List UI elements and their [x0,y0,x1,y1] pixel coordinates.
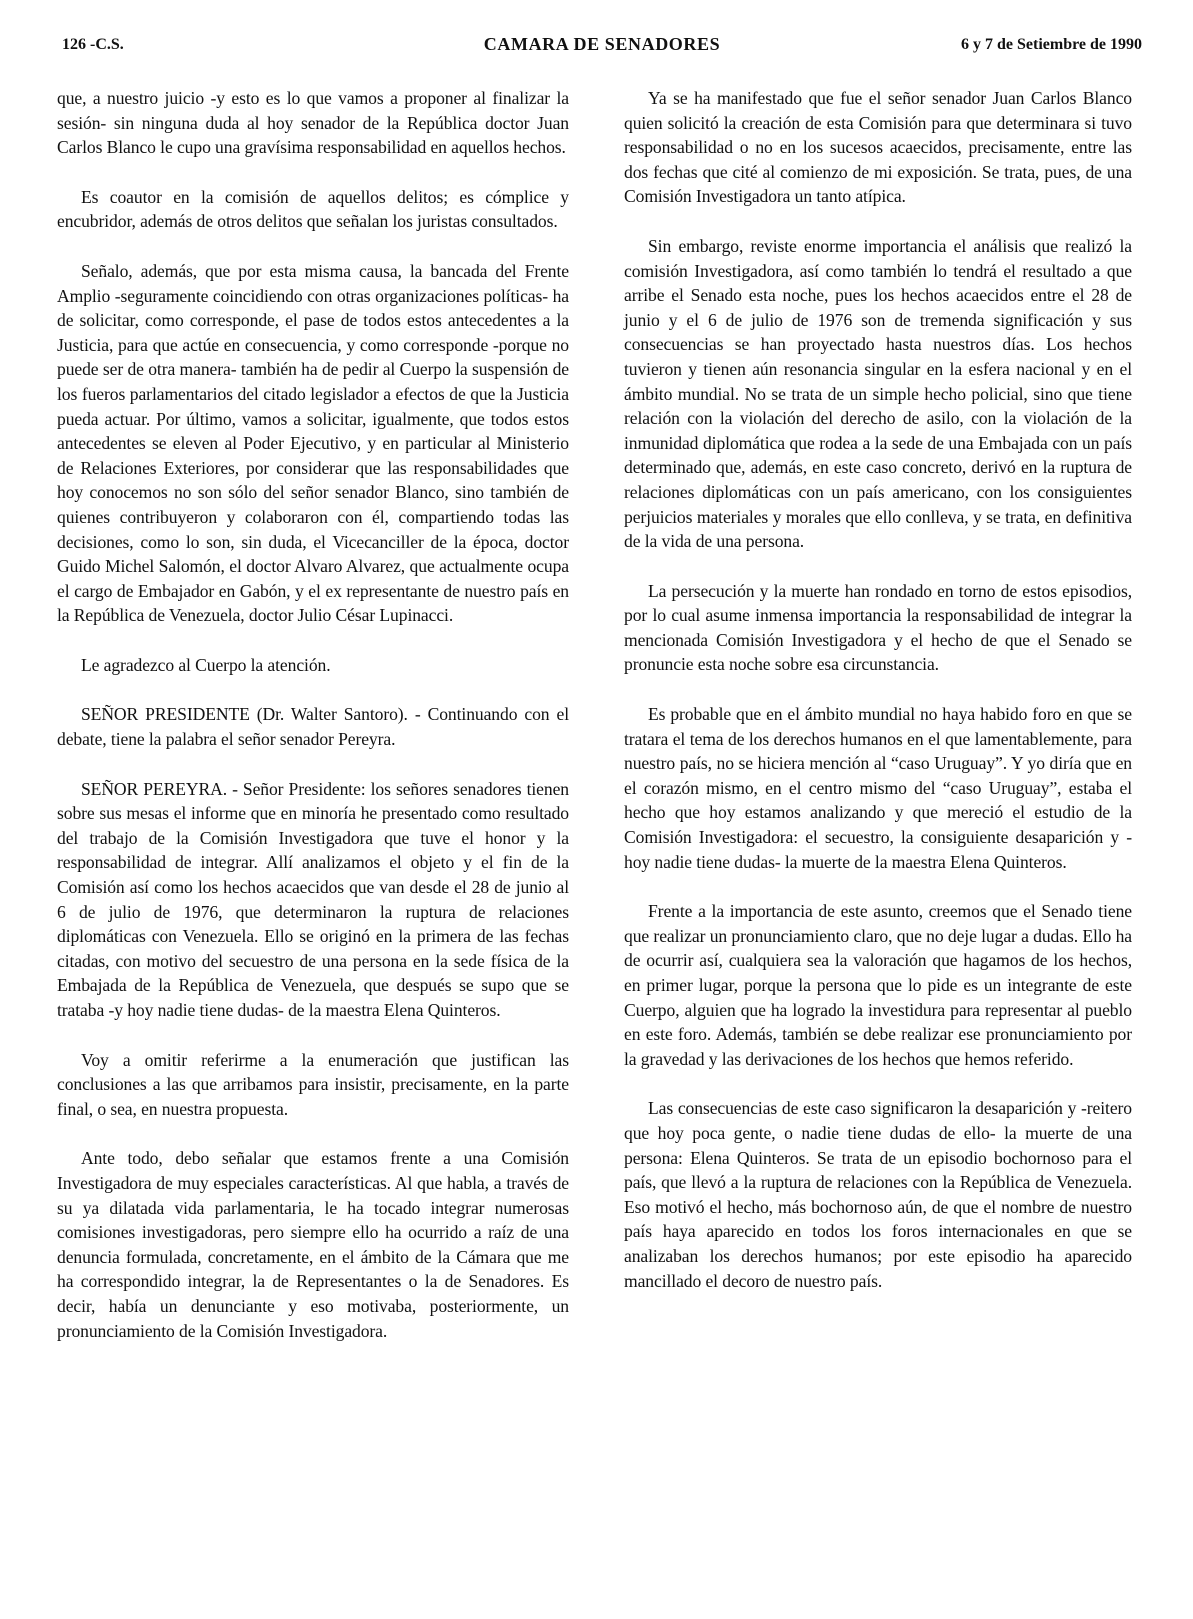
paragraph: Señalo, además, que por esta misma causa, la bancada del Frente Amplio -seguramente coincidiendo con otras organizaciones políticas- ha de solicitar, como corresponde, el pase de todos estos antecedentes a la Justicia, para que actúe en consecuencia, y como corresponde -porque no puede ser de otra manera- también ha de pedir al Cuerpo la suspensión de los fueros parlamentarios del citado legislador a efectos de que la Justicia pueda actuar. Por último, vamos a solicitar, igualmente, que todos estos antecedentes se eleven al Poder Ejecutivo, y en particular al Ministerio de Relaciones Exteriores, por considerar que las responsabilidades que hoy conocemos no son sólo del señor senador Blanco, sino también de quienes contribuyeron y colaboraron con él, compartiendo todas las decisiones, como lo son, sin duda, el Vicecanciller de la época, doctor Guido Michel Salomón, el doctor Alvaro Alvarez, que actualmente ocupa el cargo de Embajador en Gabón, y el ex representante de nuestro país en la República de Venezuela, doctor Julio César Lupinacci. [57,260,569,626]
paragraph: Voy a omitir referirme a la enumeración que justifican las conclusiones a las que arribamos para insistir, precisamente, en la parte final, o sea, en nuestra propuesta. [57,1049,569,1119]
page-number: 126 -C.S. [62,36,124,53]
paragraph: Ante todo, debo señalar que estamos frente a una Comisión Investigadora de muy especiales características. Al que habla, a través de su ya dilatada vida parlamentaria, le ha tocado integrar numerosas comisiones investigadoras, pero siempre ello ha ocurrido a raíz de una denuncia formulada, concretamente, en el ámbito de la Cámara que me ha correspondido integrar, la de Representantes o la de Senadores. Es decir, había un denunciante y eso motivaba, posteriormente, un pronunciamiento de la Comisión Investigadora. [57,1148,569,1341]
paragraph: Ya se ha manifestado que fue el señor senador Juan Carlos Blanco quien solicitó la creación de esta Comisión para que determinara si tuvo responsabilidad o no en los sucesos acaecidos, precisamente, entre las dos fechas que cité al comienzo de mi exposición. Se trata, pues, de una Comisión Investigadora un tanto atípica. [624,88,1132,207]
right-column [624,86,1132,1318]
session-date: 6 y 7 de Setiembre de 1990 [960,36,1142,53]
paragraph: Frente a la importancia de este asunto, creemos que el Senado tiene que realizar un pronunciamiento claro, que no deje lugar a dudas. Ello ha de ocurrir así, cualquiera sea la valoración que hagamos de los hechos, en primer lugar, porque la persona que lo pide es un integrante de este Cuerpo, alguien que ha logrado la investidura para representar al pueblo en este foro. Además, también se debe realizar ese pronunciamiento por la gravedad y las derivaciones de los hechos que hemos referido. [624,901,1132,1069]
paragraph: Sin embargo, reviste enorme importancia el análisis que realizó la comisión Investigadora, así como también lo tendrá el resultado a que arribe el Senado esta noche, pues los hechos acaecidos entre el 28 de junio y el 6 de julio de 1976 son de tremenda significación y sus consecuencias se han proyectado hasta nuestros días. Los hechos tuvieron y tienen aún resonancia singular en la esfera nacional y en el ámbito mundial. No se trata de un simple hecho policial, sino que tiene relación con la violación del derecho de asilo, con la violación de la inmunidad diplomática que rodea a la sede de una Embajada con un país determinado que, además, en este caso concreto, derivó en la ruptura de relaciones diplomáticas con un país americano, con los consiguientes perjuicios materiales y morales que ello conlleva, y se trata, en definitiva de la vida de una persona. [624,235,1132,552]
paragraph: SEÑOR PRESIDENTE (Dr. Walter Santoro). - Continuando con el debate, tiene la palabra el señor senador Pereyra. [57,704,569,750]
paragraph: SEÑOR PEREYRA. - Señor Presidente: los señores senadores tienen sobre sus mesas el informe que en minoría he presentado como resultado del trabajo de la Comisión Investigadora que tuve el honor y la responsabilidad de integrar. Allí analizamos el objeto y el fin de la Comisión así como los hechos acaecidos que van desde el 28 de junio al 6 de julio de 1976, que determinaron la ruptura de relaciones diplomáticas con Venezuela. Ello se originó en la primera de las fechas citadas, con motivo del secuestro de una persona en la sede física de la Embajada de la República de Venezuela, que después se supo que se trataba -y hoy nadie tiene dudas- de la maestra Elena Quinteros. [57,778,569,1020]
paragraph: La persecución y la muerte han rondado en torno de estos episodios, por lo cual asume inmensa importancia la responsabilidad de integrar la mencionada Comisión Investigadora y el hecho de que el Senado se pronuncie esta noche sobre esa circunstancia. [624,580,1132,675]
paragraph: que, a nuestro juicio -y esto es lo que vamos a proponer al finalizar la sesión- sin ninguna duda al hoy senador de la República doctor Juan Carlos Blanco le cupo una gravísima responsabilidad en aquellos hechos. [57,88,569,158]
paragraph: Es coautor en la comisión de aquellos delitos; es cómplice y encubridor, además de otros delitos que señalan los juristas consultados. [57,186,569,232]
chamber-title: CAMARA DE SENADORES [483,34,721,54]
paragraph: Le agradezco al Cuerpo la atención. [81,654,331,675]
paragraph: Es probable que en el ámbito mundial no haya habido foro en que se tratara el tema de los derechos humanos en el que lamentablemente, para nuestro país, no se hiciera mención al “caso Uruguay”. Y yo diría que en el corazón mismo, en el centro mismo del “caso Uruguay”, estaba el hecho que hoy estamos analizando y que mereció el estudio de la Comisión Investigadora: el secuestro, la consiguiente desaparición y -hoy nadie tiene dudas- la muerte de la maestra Elena Quinteros. [624,704,1132,872]
left-column [57,86,569,1368]
paragraph: Las consecuencias de este caso significaron la desaparición y -reitero que hoy poca gente, o nadie tiene dudas de ello- la muerte de una persona: Elena Quinteros. Se trata de un episodio bochornoso para el país, que llevó a la ruptura de relaciones con la República de Venezuela. Eso motivó el hecho, más bochornoso aún, de que el nombre de nuestro país haya aparecido en todos los foros internacionales en que se analizaban los derechos humanos; por este episodio ha aparecido mancillado el decoro de nuestro país. [624,1098,1132,1291]
page-header [62,34,1142,60]
